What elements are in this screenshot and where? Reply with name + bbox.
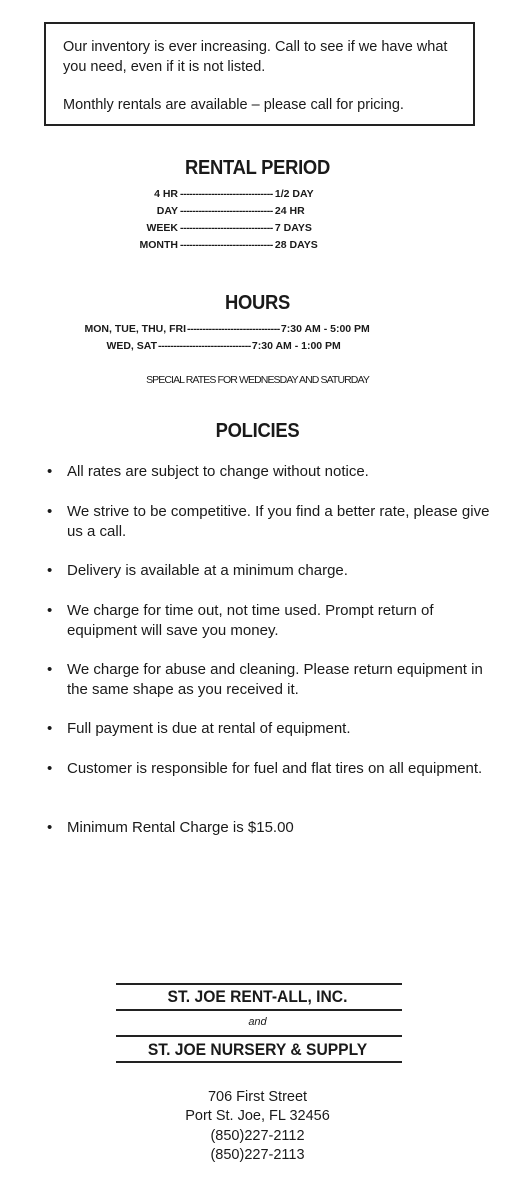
policy-text: All rates are subject to change without notice. xyxy=(67,463,369,480)
notice-box xyxy=(44,22,475,126)
rental-period-value: 7 DAYS xyxy=(274,222,312,234)
hours-table xyxy=(0,321,515,355)
rental-period-row xyxy=(0,220,515,237)
bullet-icon: • xyxy=(47,760,53,777)
divider xyxy=(116,1061,402,1063)
phone-number: (850)227-2113 xyxy=(210,1146,305,1163)
rental-period-leader: ------------------------------ xyxy=(180,205,273,217)
rental-period-row xyxy=(0,186,515,203)
bullet-icon: • xyxy=(47,602,53,619)
and-connector: and xyxy=(248,1016,267,1028)
address-block xyxy=(0,1088,515,1165)
divider xyxy=(116,983,402,985)
rental-period-value: 24 HR xyxy=(274,205,305,217)
policy-text: We charge for abuse and cleaning. Please return equipment in the same shape as you received it. xyxy=(67,661,483,698)
phone-number: (850)227-2112 xyxy=(210,1127,305,1144)
rental-period-leader: ------------------------------ xyxy=(180,188,273,200)
hours-days-label: WED, SAT xyxy=(106,340,157,352)
company-name: ST. JOE RENT-ALL, INC. xyxy=(167,987,348,1006)
divider xyxy=(116,1035,402,1037)
policies-heading: POLICIES xyxy=(215,420,300,442)
notice-inventory-text: Our inventory is ever increasing. Call to see if we have what you need, even if it is not listed. xyxy=(63,39,448,75)
rental-period-label: DAY xyxy=(156,205,178,217)
special-rates-note: SPECIAL RATES FOR WEDNESDAY AND SATURDAY xyxy=(146,374,369,386)
rental-period-row xyxy=(0,203,515,220)
rental-period-value: 28 DAYS xyxy=(274,239,318,251)
city-state-zip: Port St. Joe, FL 32456 xyxy=(185,1108,330,1125)
policy-text: Full payment is due at rental of equipment. xyxy=(67,720,351,737)
policy-text: Delivery is available at a minimum charge. xyxy=(67,562,348,579)
bullet-icon: • xyxy=(47,562,53,579)
policy-text: Minimum Rental Charge is $15.00 xyxy=(67,819,294,836)
company-name: ST. JOE NURSERY & SUPPLY xyxy=(147,1040,368,1059)
rental-period-label: 4 HR xyxy=(154,188,178,200)
hours-days-label: MON, TUE, THU, FRI xyxy=(84,323,186,335)
rental-period-table xyxy=(0,186,515,254)
hours-row xyxy=(0,338,515,355)
rental-period-leader: ------------------------------ xyxy=(180,239,273,251)
bullet-icon: • xyxy=(47,720,53,737)
divider xyxy=(116,1009,402,1011)
bullet-icon: • xyxy=(47,661,53,678)
rental-period-label: WEEK xyxy=(146,222,178,234)
policy-text: Customer is responsible for fuel and flat tires on all equipment. xyxy=(67,760,483,777)
policy-text: We strive to be competitive. If you find a better rate, please give us a call. xyxy=(67,503,490,540)
rental-period-label: MONTH xyxy=(139,239,178,251)
bullet-icon: • xyxy=(47,503,53,520)
bullet-icon: • xyxy=(47,463,53,480)
hours-leader: ------------------------------ xyxy=(187,323,280,335)
rental-period-heading: RENTAL PERIOD xyxy=(184,157,330,179)
bullet-icon: • xyxy=(47,819,53,836)
street-address: 706 First Street xyxy=(207,1089,308,1105)
hours-row xyxy=(0,321,515,338)
hours-time-value: 7:30 AM - 1:00 PM xyxy=(251,340,341,352)
hours-time-value: 7:30 AM - 5:00 PM xyxy=(280,323,370,335)
hours-leader: ------------------------------ xyxy=(158,340,251,352)
notice-monthly-text: Monthly rentals are available – please call for pricing. xyxy=(63,97,404,113)
policy-text: We charge for time out, not time used. Prompt return of equipment will save you money. xyxy=(67,602,434,639)
rental-period-row xyxy=(0,237,515,254)
rental-period-value: 1/2 DAY xyxy=(274,188,314,200)
rental-period-leader: ------------------------------ xyxy=(180,222,273,234)
hours-heading: HOURS xyxy=(224,292,291,314)
